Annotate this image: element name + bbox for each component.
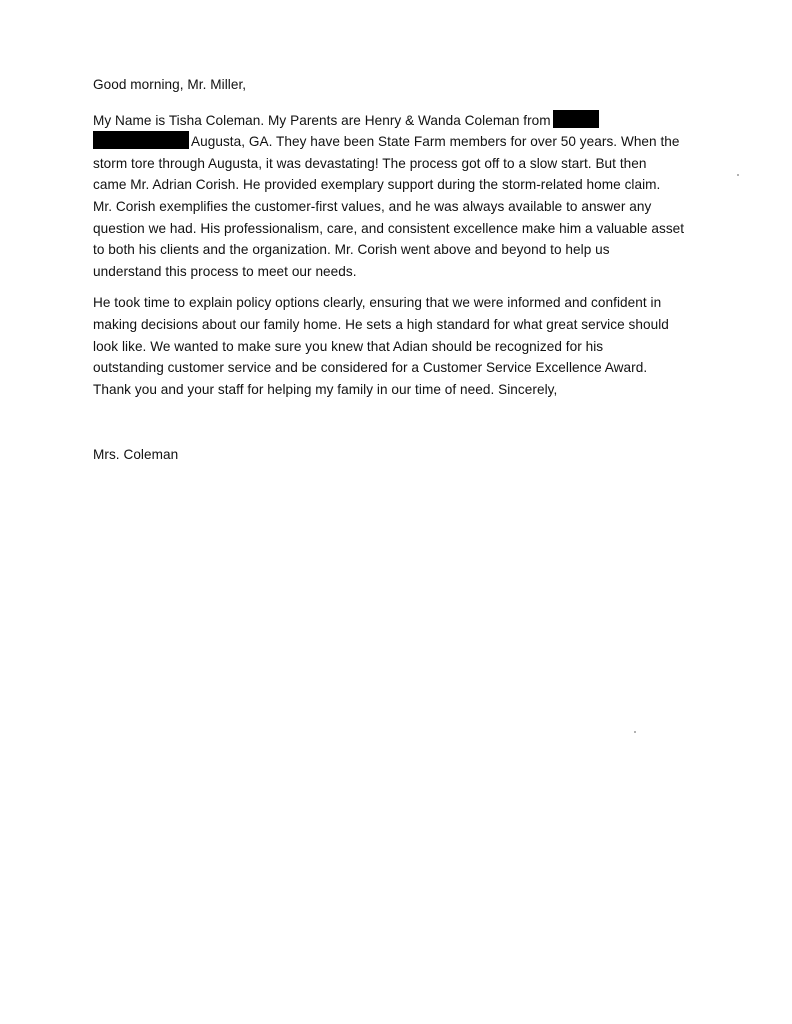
paragraph-1-line-3: storm tore through Augusta, it was devastating! The process got off to a slow start. But then [93,155,647,171]
letter-body [93,74,725,466]
salutation: Good morning, Mr. Miller, [93,77,247,92]
paragraph-1-line-8: understand this process to meet our needs. [93,263,357,279]
scan-speck [737,174,739,176]
paragraph-1-line-1 [93,110,725,132]
redaction-block [93,131,189,149]
paragraph-2-line-1: He took time to explain policy options clearly, ensuring that we were informed and confident in [93,295,662,311]
paragraph-1 [93,110,725,283]
signature: Mrs. Coleman [93,447,179,463]
paragraph-2-line-5: Thank you and your staff for helping my family in our time of need. Sincerely, [93,381,558,397]
paragraph-2-line-2: making decisions about our family home. He sets a high standard for what great service should [93,316,669,332]
paragraph-1-line-2 [93,131,725,153]
paragraph-1-line-4: came Mr. Adrian Corish. He provided exemplary support during the storm-related home claim. [93,177,661,193]
paragraph-1-line-6: question we had. His professionalism, care, and consistent excellence make him a valuable asset [93,220,685,236]
scan-speck [634,731,636,733]
paragraph-2-line-3: look like. We wanted to make sure you knew that Adian should be recognized for his [93,338,604,354]
paragraph-2-line-4: outstanding customer service and be considered for a Customer Service Excellence Award. [93,360,648,376]
paragraph-1-line-1-text: My Name is Tisha Coleman. My Parents are Henry & Wanda Coleman from [93,112,551,128]
paragraph-1-line-5: Mr. Corish exemplifies the customer-first values, and he was always available to answer any [93,198,652,214]
paragraph-1-line-7: to both his clients and the organization. Mr. Corish went above and beyond to help us [93,242,610,258]
redaction-block [553,110,599,128]
paragraph-1-line-2-text: Augusta, GA. They have been State Farm members for over 50 years. When the [191,134,680,150]
paragraph-2 [93,292,725,400]
